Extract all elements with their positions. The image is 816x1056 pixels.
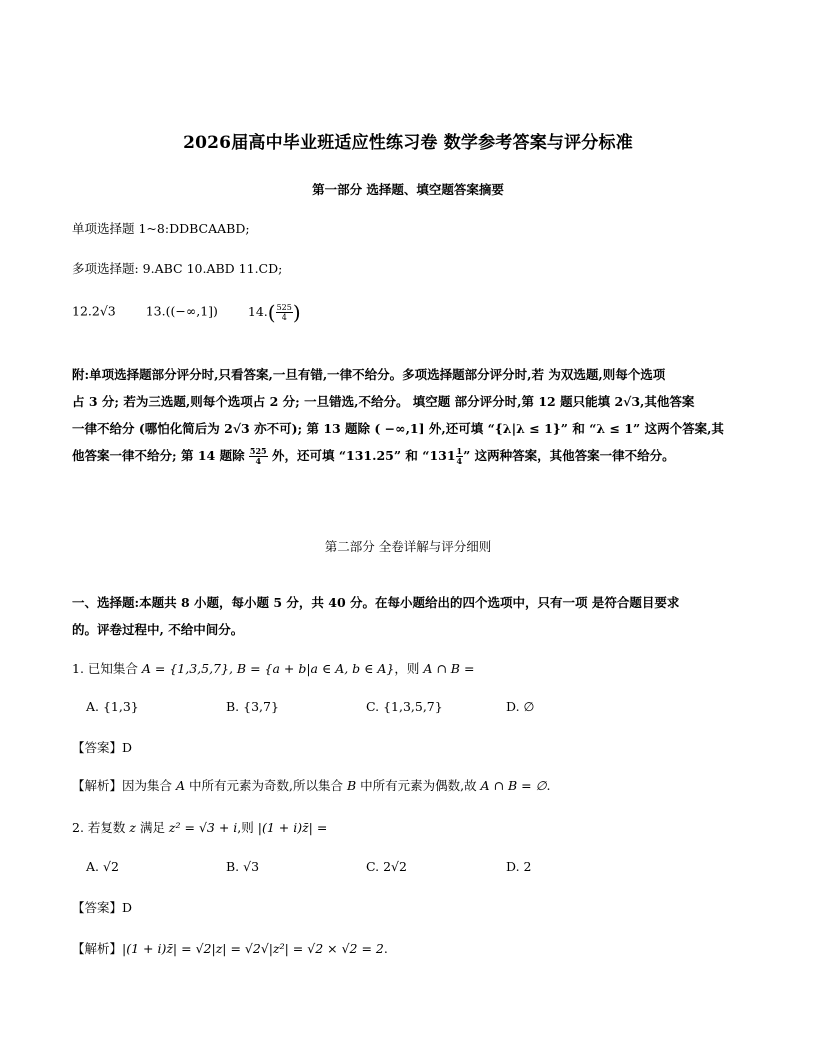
- q1-option-d: D. ∅: [506, 699, 535, 714]
- part2-heading: 第二部分 全卷详解与评分细则: [324, 539, 492, 554]
- grading-note-line: 一律不给分 (哪怕化简后为 2√3 亦不可); 第 13 题除 ( −∞,1] 外,还可填 “{λ|λ ≤ 1}” 和 “λ ≤ 1” 这两个答案,其: [72, 421, 724, 436]
- part1-heading: 第一部分 选择题、填空题答案摘要: [312, 182, 504, 197]
- section1-instructions: 一、选择题:本题共 8 小题，每小题 5 分，共 40 分。在每小题给出的四个选项中，只有一项 是符合题目要求 的。评卷过程中, 不给中间分。: [72, 595, 680, 637]
- q1-stem: 1. 已知集合 A = {1,3,5,7}, B = {a + b|a ∈ A, b ∈ A}，则 A ∩ B =: [72, 661, 475, 676]
- fill-in-answers: [72, 300, 301, 324]
- document-title: 2026届高中毕业班适应性练习卷 数学参考答案与评分标准: [183, 133, 633, 153]
- q2-option-c: C. 2√2: [366, 859, 407, 874]
- multi-choice-answers: 多项选择题: 9.ABC 10.ABD 11.CD;: [72, 261, 283, 276]
- grading-note-line: 附:单项选择题部分评分时,只看答案,一旦有错,一律不给分。多项选择题部分评分时,若 为双选题,则每个选项: [72, 367, 666, 382]
- q1-option-b: B. {3,7}: [226, 699, 279, 714]
- q13-answer: 13.((−∞,1]): [145, 303, 218, 319]
- q1-option-c: C. {1,3,5,7}: [366, 699, 443, 714]
- q12-answer: 12.2√3: [72, 303, 116, 319]
- grading-note: [72, 361, 752, 469]
- q14-answer: 14.( $\frac{525}{4}$ ): [247, 300, 301, 324]
- grading-note-line: 他答案一律不给分; 第 14 题除 $\frac{525}{4}$ 外，还可填 “131.25” 和 “131 $\frac{1}{4}$ ” 这两种答案，其他答案一律不给分。: [72, 446, 675, 466]
- q2-stem: 2. 若复数 z 满足 z² = √3 + i,则 |(1 + i)z̄| =: [72, 820, 328, 835]
- q14-fraction: $\frac{525}{4}$: [276, 302, 292, 322]
- q2-option-d: D. 2: [506, 859, 532, 874]
- q1-analysis: 【解析】因为集合 A 中所有元素为奇数,所以集合 B 中所有元素为偶数,故 A ∩ B = ∅.: [72, 778, 551, 793]
- grading-note-line: 占 3 分; 若为三选题,则每个选项占 2 分; 一旦错选,不给分。 填空题 部分评分时,第 12 题只能填 2√3,其他答案: [72, 394, 695, 409]
- q2-analysis: 【解析】|(1 + i)z̄| = √2|z| = √2√|z²| = √2 × √2 = 2.: [72, 941, 388, 956]
- q1-option-a: A. {1,3}: [86, 699, 139, 714]
- q2-option-b: B. √3: [226, 859, 260, 874]
- q2-option-a: A. √2: [86, 859, 119, 874]
- single-choice-answers: 单项选择题 1~8:DDBCAABD;: [72, 221, 250, 236]
- q2-answer: 【答案】D: [72, 900, 133, 915]
- q1-answer: 【答案】D: [72, 740, 133, 755]
